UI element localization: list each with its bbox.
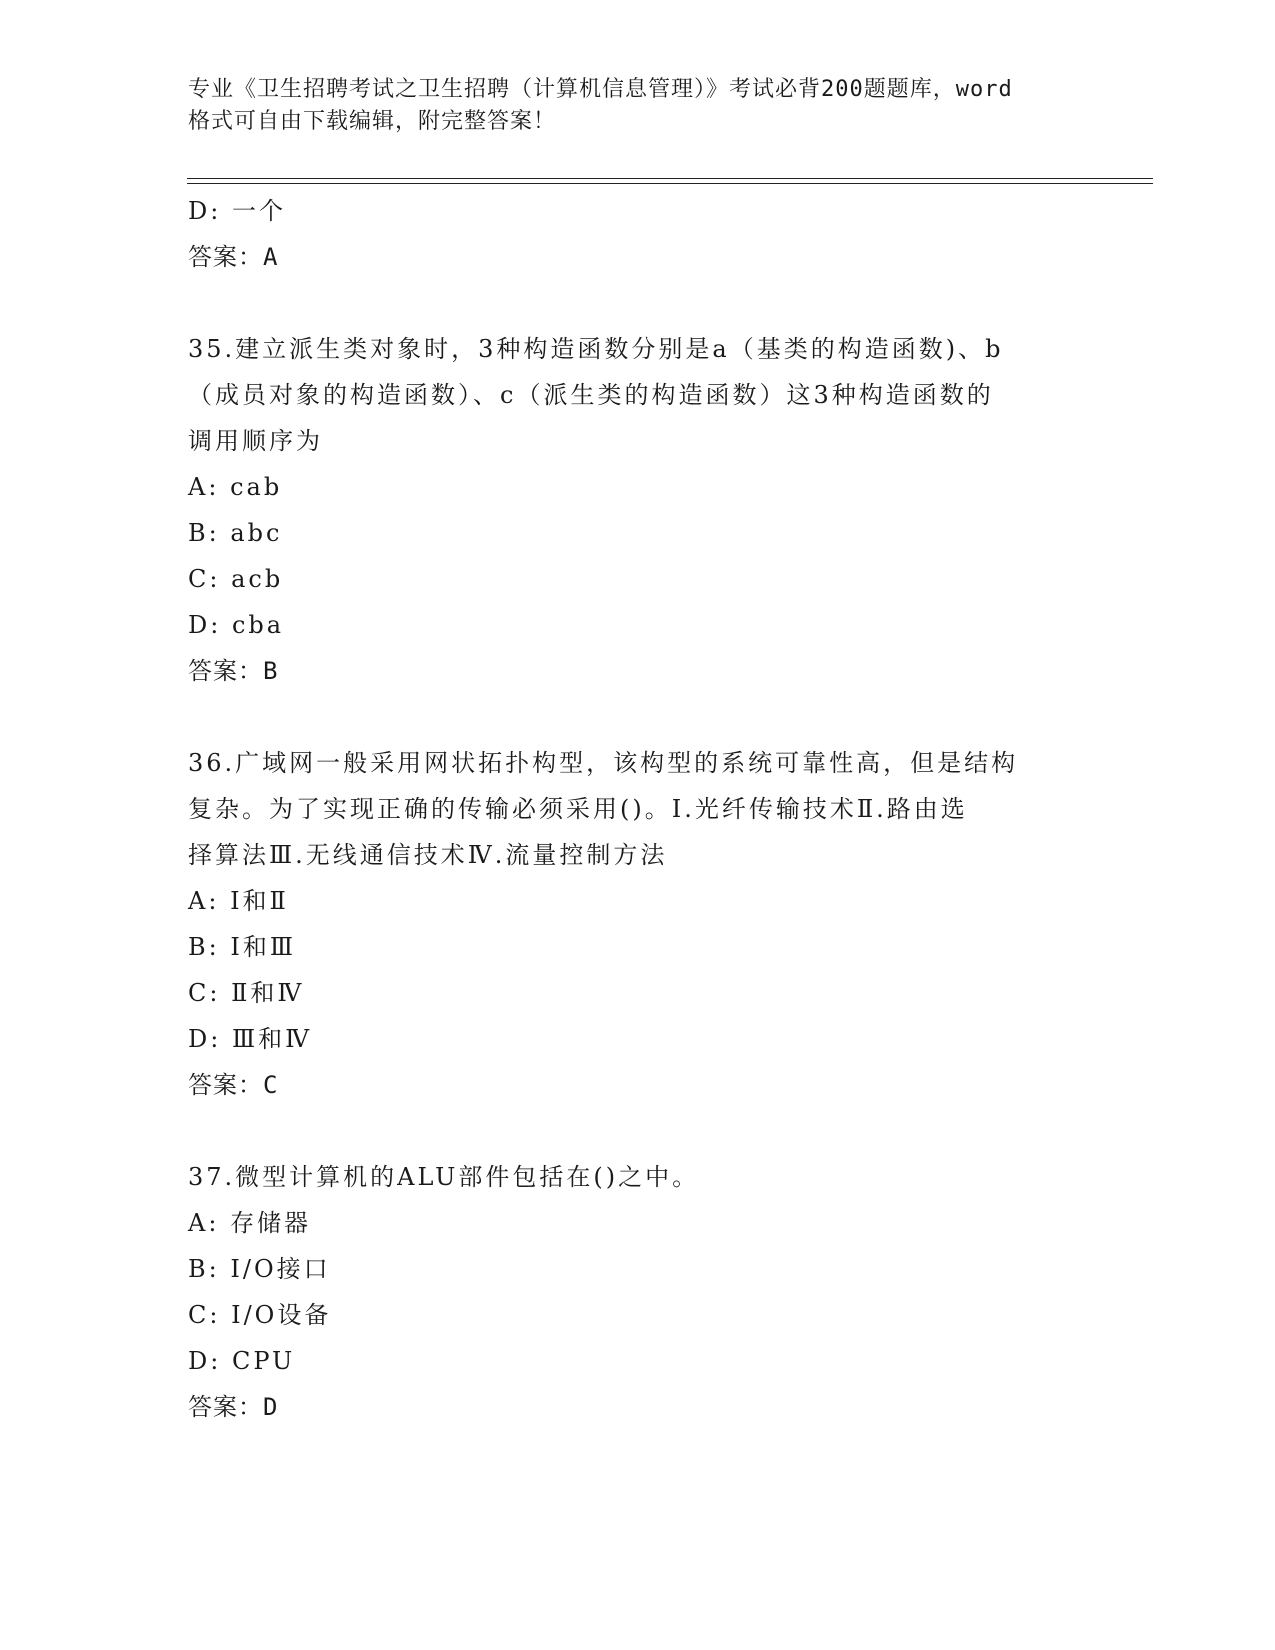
option-label: A: <box>188 473 220 501</box>
option-text: CPU <box>231 1347 296 1375</box>
document-header <box>188 74 1108 138</box>
option-text: Ⅰ和Ⅱ <box>230 887 289 915</box>
option-label: D: <box>188 197 222 225</box>
answer: 答案：D <box>188 1393 279 1421</box>
question-37 <box>188 1154 1088 1430</box>
option-label: D: <box>188 1025 222 1053</box>
prev-option-d <box>188 188 1088 234</box>
spacer <box>188 694 1088 740</box>
option-text: cba <box>231 611 285 639</box>
option-label: D: <box>188 1347 222 1375</box>
option-c <box>188 556 1088 602</box>
option-label: B: <box>188 1255 220 1283</box>
header-line-1: 专业《卫生招聘考试之卫生招聘（计算机信息管理）》考试必背200题题库，word <box>188 77 1013 102</box>
question-stem-line: 择算法Ⅲ.无线通信技术Ⅳ.流量控制方法 <box>188 841 668 869</box>
option-text: I/O接口 <box>230 1255 331 1283</box>
question-stem-line: 35.建立派生类对象时，3种构造函数分别是a（基类的构造函数)、b <box>188 335 1004 363</box>
option-label: A: <box>188 1209 220 1237</box>
option-d <box>188 1016 1088 1062</box>
question-stem-line: 36.广域网一般采用网状拓扑构型，该构型的系统可靠性高，但是结构 <box>188 749 1019 777</box>
header-rule-bottom <box>187 183 1153 184</box>
option-d <box>188 1338 1088 1384</box>
question-35 <box>188 326 1088 694</box>
option-text: Ⅲ和Ⅳ <box>231 1025 313 1053</box>
option-c <box>188 1292 1088 1338</box>
question-36 <box>188 740 1088 1108</box>
option-label: B: <box>188 933 220 961</box>
spacer <box>188 280 1088 326</box>
option-text: acb <box>231 565 284 593</box>
option-a <box>188 464 1088 510</box>
option-text: abc <box>230 519 283 547</box>
option-label: B: <box>188 519 220 547</box>
option-b <box>188 1246 1088 1292</box>
option-label: C: <box>188 1301 221 1329</box>
option-text: Ⅱ和Ⅳ <box>231 979 305 1007</box>
option-d <box>188 602 1088 648</box>
option-text: I/O设备 <box>231 1301 332 1329</box>
question-stem-line: （成员对象的构造函数）、c（派生类的构造函数）这3种构造函数的 <box>188 381 994 409</box>
option-text: Ⅰ和Ⅲ <box>230 933 296 961</box>
question-stem-line: 复杂。为了实现正确的传输必须采用()。Ⅰ.光纤传输技术Ⅱ.路由选 <box>188 795 968 823</box>
option-label: C: <box>188 565 221 593</box>
option-text: cab <box>230 473 283 501</box>
option-label: D: <box>188 611 222 639</box>
option-c <box>188 970 1088 1016</box>
option-label: C: <box>188 979 221 1007</box>
option-text: 存储器 <box>230 1209 312 1237</box>
option-a <box>188 878 1088 924</box>
option-a <box>188 1200 1088 1246</box>
option-text: 一个 <box>231 197 286 225</box>
answer: 答案：B <box>188 657 279 685</box>
option-b <box>188 510 1088 556</box>
prev-answer: 答案：A <box>188 243 279 271</box>
option-label: A: <box>188 887 220 915</box>
answer: 答案：C <box>188 1071 279 1099</box>
header-rule-top <box>187 178 1153 179</box>
spacer <box>188 1108 1088 1154</box>
header-line-2: 格式可自由下载编辑，附完整答案！ <box>188 109 557 134</box>
question-stem-line: 调用顺序为 <box>188 427 323 455</box>
question-stem-line: 37.微型计算机的ALU部件包括在()之中。 <box>188 1163 700 1191</box>
option-b <box>188 924 1088 970</box>
question-content <box>188 188 1088 1430</box>
